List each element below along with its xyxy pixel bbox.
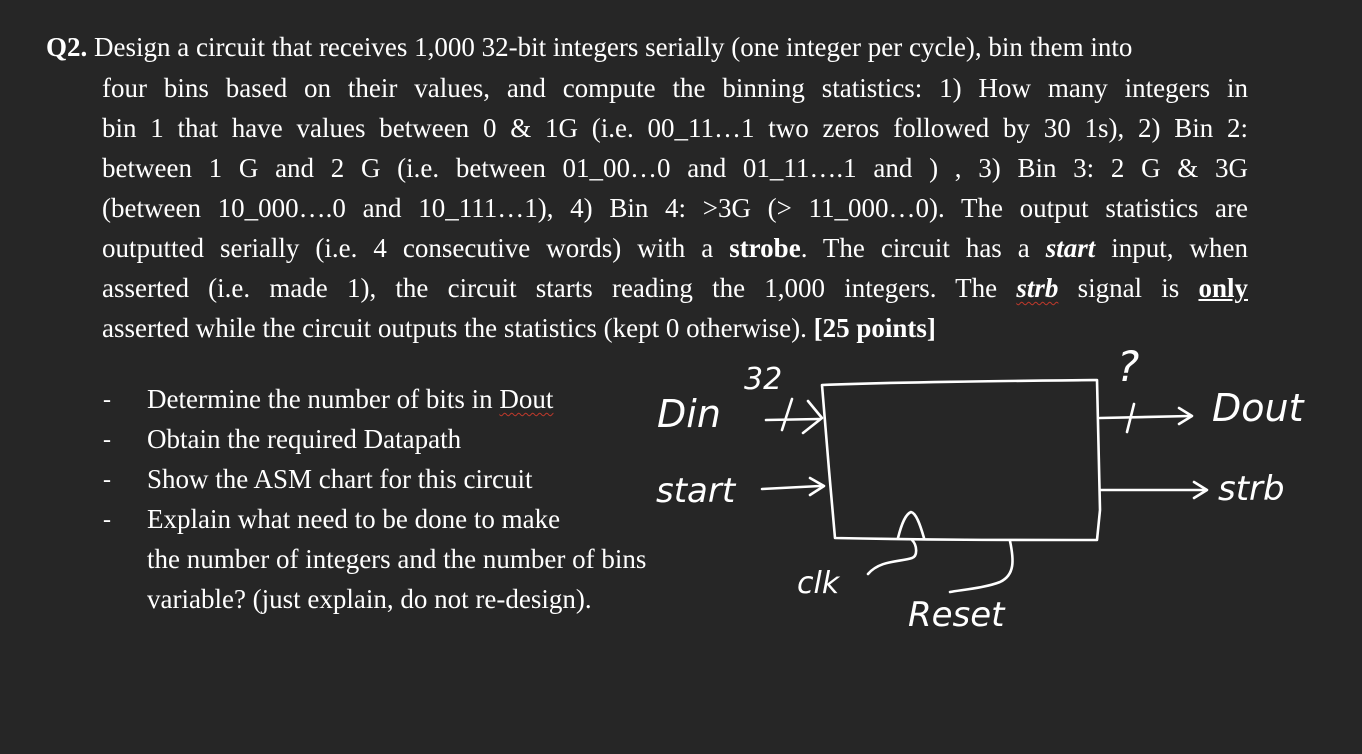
clk-wire (868, 540, 916, 574)
task-1-text: Determine the number of bits in (147, 384, 500, 414)
question-line-7 (102, 272, 1248, 304)
task-3: Show the ASM chart for this circuit (147, 464, 533, 494)
points-label: [25 points] (813, 313, 936, 343)
dout-width-unknown-label: ? (1117, 342, 1140, 391)
line7-text-b: signal is (1058, 273, 1199, 303)
question-line-4: between 1 G and 2 G (i.e. between 01_00…0 and 01_11….1 and ) , 3) Bin 3: 2 G & 3G (102, 153, 1248, 183)
line6-text-a: outputted serially (i.e. 4 consecutive words) with a (102, 233, 730, 263)
line8-text: asserted while the circuit outputs the statistics (kept 0 otherwise). (102, 313, 814, 343)
dout-arrow (1100, 416, 1190, 418)
bus-width-label: 32 (744, 362, 783, 397)
question-number: Q2. (46, 32, 88, 62)
start-arrow (762, 486, 820, 489)
task-4-line-3: variable? (just explain, do not re-design). (147, 584, 592, 614)
strb-label: strb (1218, 469, 1285, 509)
only-term: only (1198, 273, 1248, 303)
start-label: start (656, 471, 736, 511)
task-4-line-2: the number of integers and the number of bins (147, 544, 647, 574)
bullet-dash: - (103, 427, 111, 453)
question-line-1 (46, 31, 1132, 63)
reset-wire (950, 541, 1013, 592)
clock-triangle-icon (898, 512, 924, 538)
dout-term: Dout (499, 384, 554, 414)
dout-arrowhead-icon (1179, 408, 1192, 424)
bullet-dash: - (103, 387, 111, 413)
question-line-5: (between 10_000….0 and 10_111…1), 4) Bin 4: >3G (> 11_000…0). The output statistics are (102, 193, 1248, 223)
strobe-term: strobe (729, 233, 801, 263)
strb-arrowhead-icon (1194, 482, 1207, 498)
strb-term: strb (1016, 273, 1059, 303)
question-line-8 (102, 312, 936, 344)
start-arrowhead-icon (810, 478, 824, 495)
question-line-6 (102, 232, 1248, 264)
din-arrow (766, 419, 820, 420)
dout-label: Dout (1212, 386, 1304, 430)
task-2: Obtain the required Datapath (147, 424, 462, 454)
circuit-box (822, 380, 1100, 540)
reset-label: Reset (908, 595, 1005, 635)
line7-text-a: asserted (i.e. made 1), the circuit starts reading the 1,000 integers. The (102, 273, 1017, 303)
din-label: Din (657, 392, 721, 436)
din-arrowhead-icon (803, 401, 822, 433)
question-line-2: four bins based on their values, and compute the binning statistics: 1) How many integers in (102, 73, 1248, 103)
start-term: start (1045, 233, 1096, 263)
bullet-dash: - (103, 467, 111, 493)
line6-text-b: . The circuit has a (800, 233, 1046, 263)
dout-width-slash (1127, 404, 1134, 432)
clk-label: clk (797, 566, 840, 601)
task-1 (147, 383, 553, 415)
question-line-3: bin 1 that have values between 0 & 1G (i.e. 00_11…1 two zeros followed by 30 1s), 2) Bin 2: (102, 113, 1248, 143)
bullet-dash: - (103, 507, 111, 533)
question-line-1-text: Design a circuit that receives 1,000 32-bit integers serially (one integer per cycle), bin them into (94, 32, 1133, 62)
line6-text-c: input, when (1095, 233, 1248, 263)
bus-width-slash (782, 399, 792, 430)
task-4-line-1: Explain what need to be done to make (147, 504, 561, 534)
